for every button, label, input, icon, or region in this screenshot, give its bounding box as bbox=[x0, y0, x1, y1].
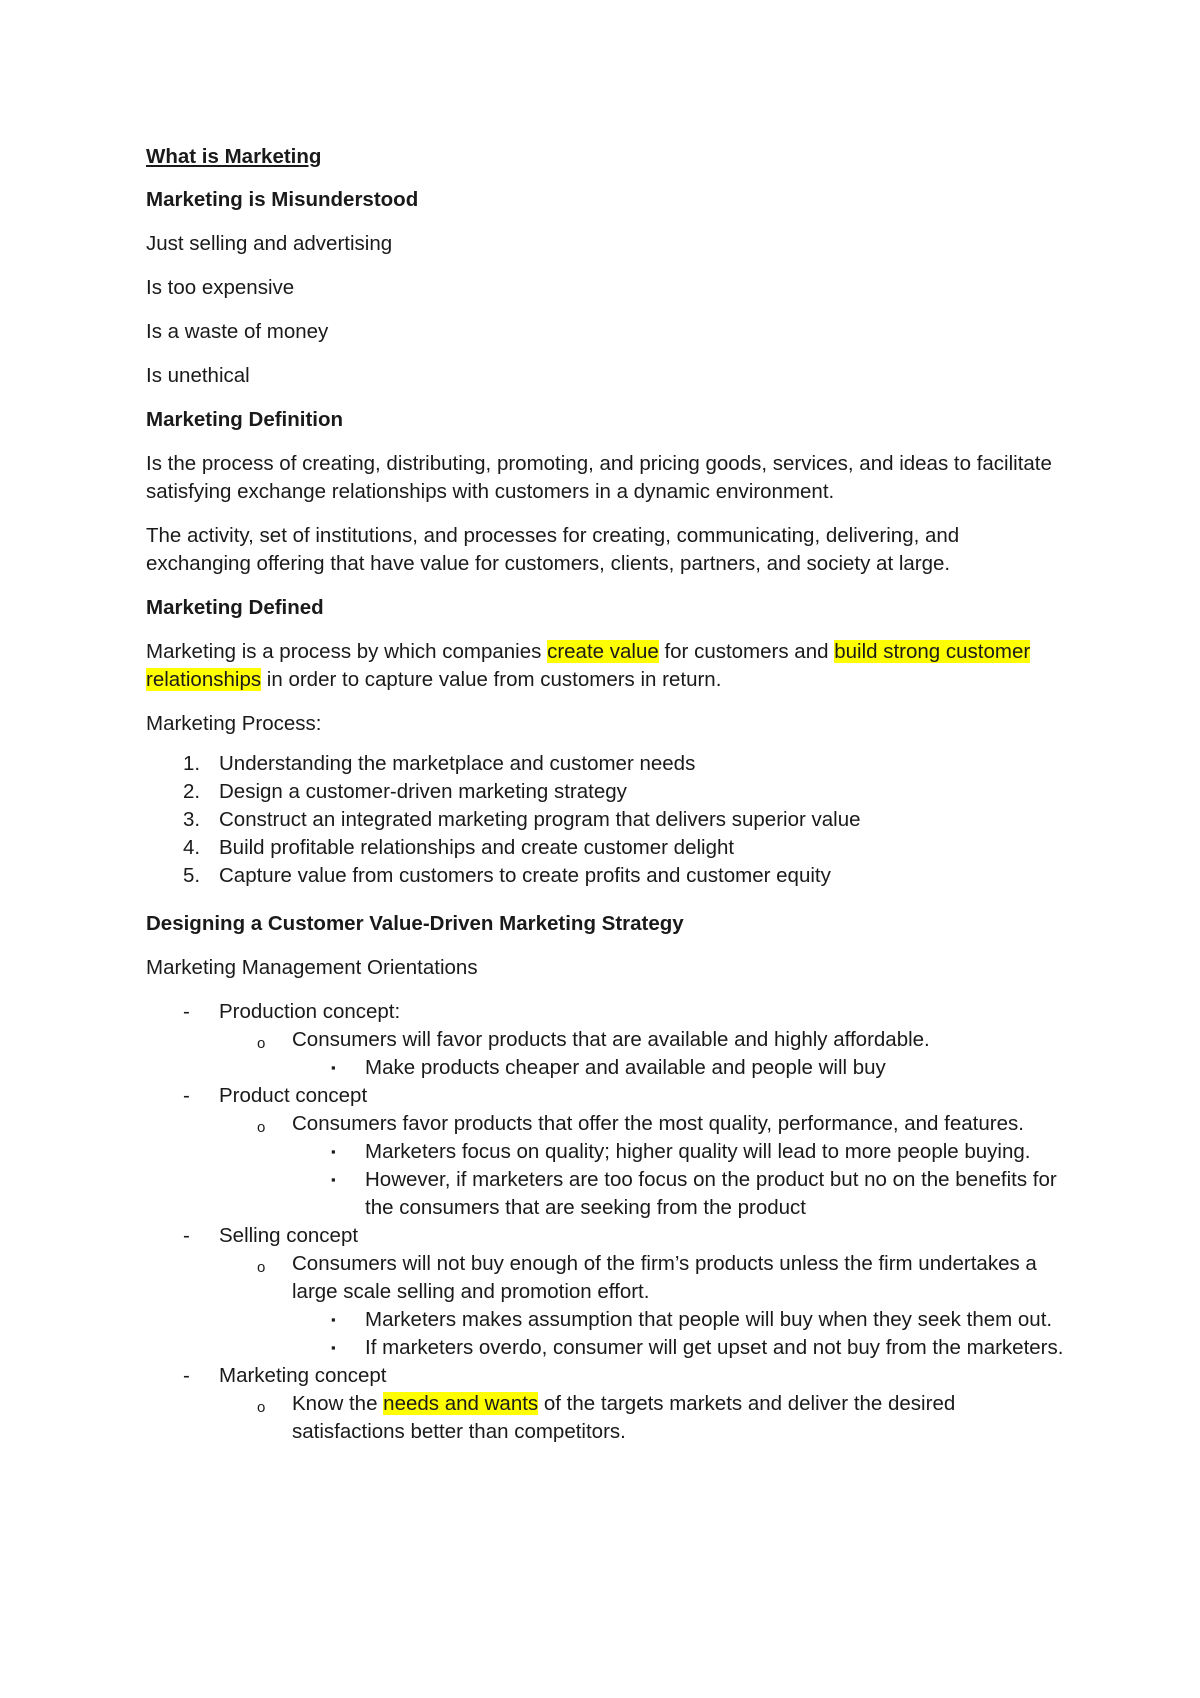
orientation-label: Marketing concept bbox=[219, 1364, 387, 1387]
note-text: Marketers focus on quality; higher quality will lead to more people buying. bbox=[365, 1140, 1031, 1163]
misunderstood-item: Is too expensive bbox=[146, 276, 295, 299]
sub-list bbox=[219, 1390, 1066, 1446]
circle-bullet: o bbox=[257, 1259, 266, 1276]
process-step bbox=[146, 778, 1066, 806]
step-number: 2. bbox=[183, 780, 201, 803]
note-item bbox=[292, 1334, 1066, 1362]
step-number: 1. bbox=[183, 752, 201, 775]
heading-designing: Designing a Customer Value-Driven Marketing Strategy bbox=[146, 912, 684, 935]
misunderstood-item: Is unethical bbox=[146, 364, 250, 387]
sub-item bbox=[219, 1250, 1066, 1362]
note-item bbox=[292, 1306, 1066, 1334]
dash-bullet: - bbox=[183, 1364, 190, 1387]
heading-misunderstood: Marketing is Misunderstood bbox=[146, 188, 419, 211]
note-list bbox=[292, 1306, 1066, 1362]
text-run: of the targets markets and deliver the desired satisfactions better than competitors. bbox=[292, 1392, 956, 1443]
orientations-label: Marketing Management Orientations bbox=[146, 956, 478, 979]
circle-bullet: o bbox=[257, 1119, 266, 1136]
square-bullet: ▪ bbox=[331, 1144, 336, 1159]
process-step bbox=[146, 806, 1066, 834]
text-run: in order to capture value from customers in return. bbox=[261, 668, 722, 691]
step-text: Capture value from customers to create profits and customer equity bbox=[219, 864, 831, 887]
sub-item-text bbox=[292, 1392, 955, 1443]
note-item bbox=[292, 1166, 1066, 1222]
step-text: Build profitable relationships and create customer delight bbox=[219, 836, 735, 859]
definition-paragraph: The activity, set of institutions, and processes for creating, communicating, delivering, and exchanging offering that have value for customers, clients, partners, and society at large. bbox=[146, 524, 960, 575]
note-text: If marketers overdo, consumer will get upset and not buy from the marketers. bbox=[365, 1336, 1064, 1359]
circle-bullet: o bbox=[257, 1399, 266, 1416]
heading-defined: Marketing Defined bbox=[146, 596, 324, 619]
note-item bbox=[292, 1138, 1066, 1166]
note-text: Marketers makes assumption that people will buy when they seek them out. bbox=[365, 1308, 1053, 1331]
square-bullet: ▪ bbox=[331, 1172, 336, 1187]
orientation-label: Selling concept bbox=[219, 1224, 359, 1247]
square-bullet: ▪ bbox=[331, 1312, 336, 1327]
process-step bbox=[146, 834, 1066, 862]
step-number: 5. bbox=[183, 864, 201, 887]
square-bullet: ▪ bbox=[331, 1060, 336, 1075]
dash-bullet: - bbox=[183, 1224, 190, 1247]
defined-paragraph bbox=[146, 638, 1066, 694]
misunderstood-item: Just selling and advertising bbox=[146, 232, 393, 255]
step-text: Construct an integrated marketing program that delivers superior value bbox=[219, 808, 861, 831]
document-body bbox=[146, 143, 1066, 1446]
text-run: Know the bbox=[292, 1392, 384, 1415]
note-text: Make products cheaper and available and people will buy bbox=[365, 1056, 886, 1079]
highlighted-text: needs and wants bbox=[383, 1392, 539, 1415]
sub-item-text: Consumers will favor products that are available and highly affordable. bbox=[292, 1028, 930, 1051]
sub-item-text: Consumers favor products that offer the most quality, performance, and features. bbox=[292, 1112, 1024, 1135]
sub-item bbox=[219, 1390, 1066, 1446]
sub-item bbox=[219, 1110, 1066, 1222]
orientation-label: Product concept bbox=[219, 1084, 368, 1107]
process-label: Marketing Process: bbox=[146, 712, 322, 735]
square-bullet: ▪ bbox=[331, 1340, 336, 1355]
sub-list bbox=[219, 1110, 1066, 1222]
step-text: Design a customer-driven marketing strategy bbox=[219, 780, 627, 803]
heading-definition: Marketing Definition bbox=[146, 408, 344, 431]
dash-bullet: - bbox=[183, 1000, 190, 1023]
highlighted-text: create value bbox=[547, 640, 659, 663]
orientation-item bbox=[146, 1222, 1066, 1362]
definition-paragraph: Is the process of creating, distributing, promoting, and pricing goods, services, and ideas to facilitate satisfying exchange relationships with customers in a dynamic environment. bbox=[146, 452, 1052, 503]
note-list bbox=[292, 1138, 1066, 1222]
orientation-item bbox=[146, 1362, 1066, 1446]
process-list bbox=[146, 750, 1066, 890]
orientation-item bbox=[146, 998, 1066, 1082]
note-list bbox=[292, 1054, 1066, 1082]
sub-list bbox=[219, 1250, 1066, 1362]
process-step bbox=[146, 862, 1066, 890]
note-item bbox=[292, 1054, 1066, 1082]
orientations-list bbox=[146, 998, 1066, 1446]
text-run: Marketing is a process by which companies bbox=[146, 640, 548, 663]
misunderstood-item: Is a waste of money bbox=[146, 320, 329, 343]
dash-bullet: - bbox=[183, 1084, 190, 1107]
document-title: What is Marketing bbox=[146, 145, 322, 168]
note-text: However, if marketers are too focus on the product but no on the benefits for the consumers that are seeking from the product bbox=[365, 1168, 1057, 1219]
step-number: 3. bbox=[183, 808, 201, 831]
sub-item bbox=[219, 1026, 1066, 1082]
step-number: 4. bbox=[183, 836, 201, 859]
process-step bbox=[146, 750, 1066, 778]
highlighted-text: build strong customer relationships bbox=[146, 640, 1031, 691]
circle-bullet: o bbox=[257, 1035, 266, 1052]
step-text: Understanding the marketplace and customer needs bbox=[219, 752, 696, 775]
text-run: for customers and bbox=[658, 640, 835, 663]
sub-item-text: Consumers will not buy enough of the firm’s products unless the firm undertakes a large scale selling and promotion effort. bbox=[292, 1252, 1037, 1303]
sub-list bbox=[219, 1026, 1066, 1082]
orientation-label: Production concept: bbox=[219, 1000, 401, 1023]
orientation-item bbox=[146, 1082, 1066, 1222]
